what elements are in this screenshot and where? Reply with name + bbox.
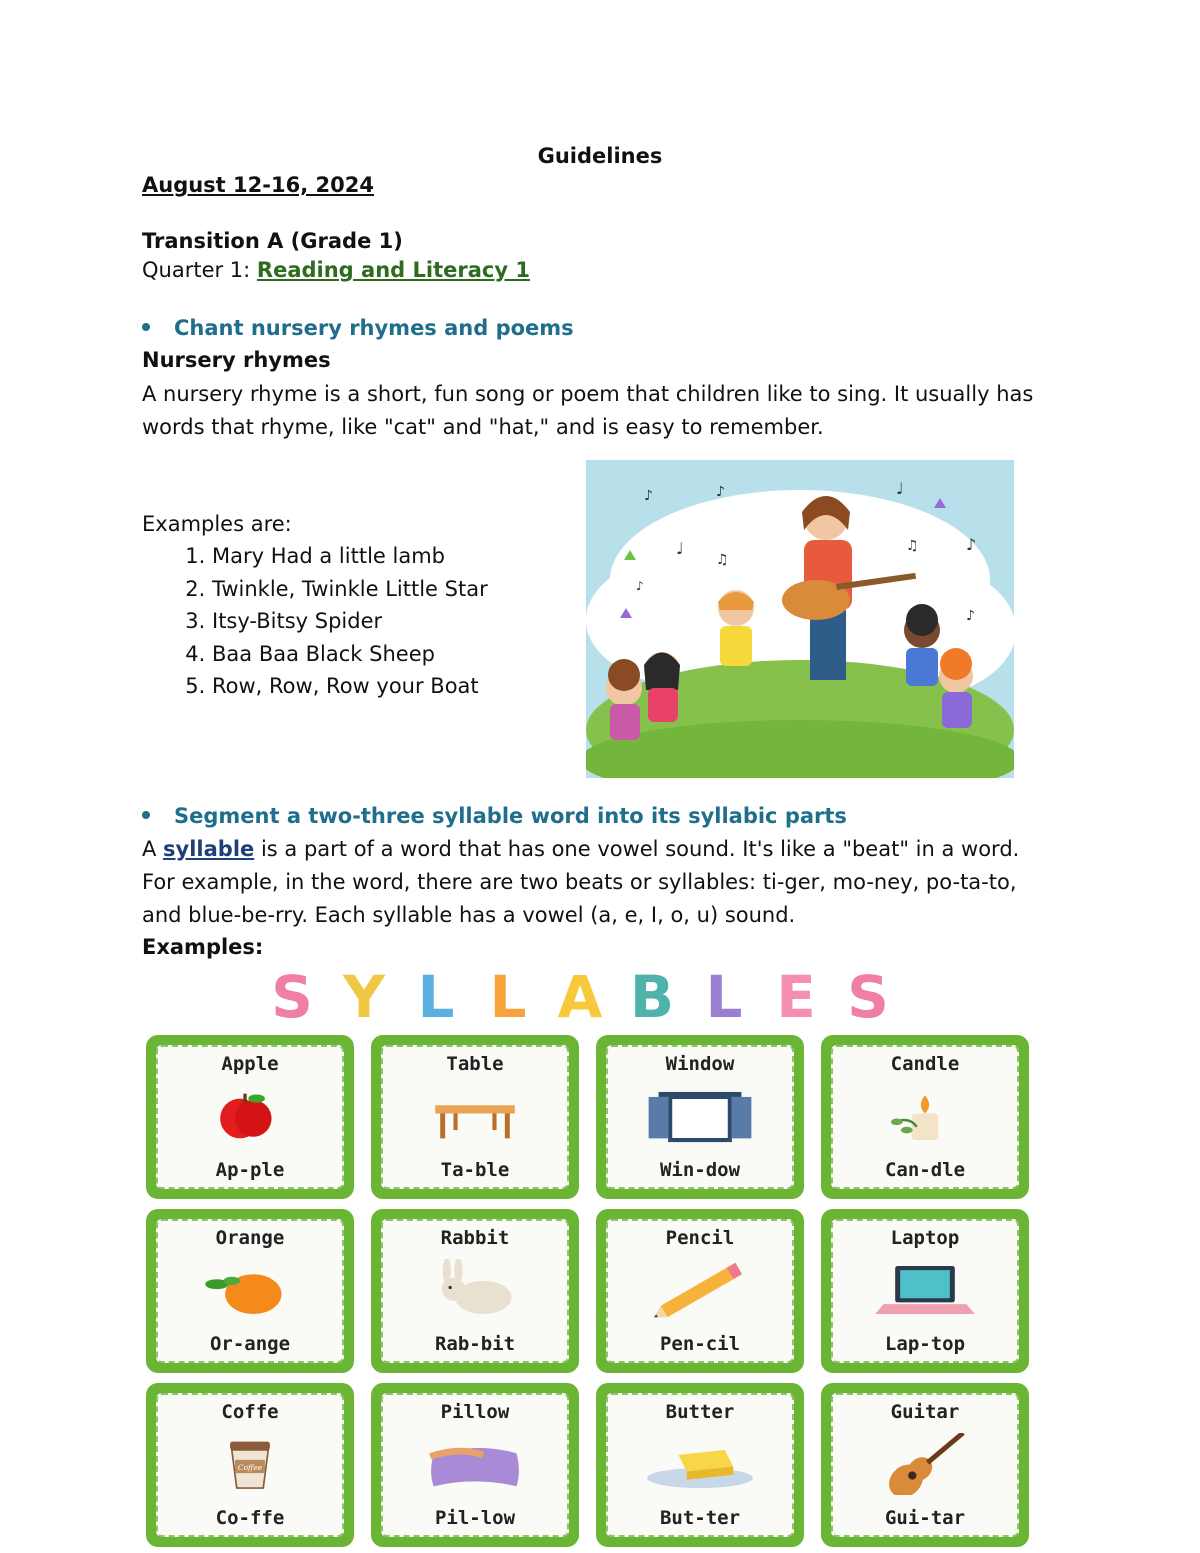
svg-text:♩: ♩ (896, 479, 904, 498)
card-inner (156, 1045, 344, 1189)
card-word: Candle (890, 1053, 960, 1075)
bullet-segment-syllables (142, 804, 847, 828)
poster-letter: B (629, 965, 675, 1025)
card-word: Orange (215, 1227, 285, 1249)
pillow-icon (417, 1433, 533, 1495)
nursery-rhymes-heading: Nursery rhymes (142, 348, 331, 372)
card-syllable-split: Can-dle (884, 1159, 966, 1181)
syllables-poster-title (262, 965, 902, 1025)
rabbit-icon (417, 1259, 533, 1321)
bullet-text: Chant nursery rhymes and poems (174, 316, 574, 340)
examples-heading: Examples: (142, 935, 264, 959)
nursery-rhyme-definition: A nursery rhyme is a short, fun song or poem that children like to sing. It usually has words that rhyme, like "cat" and "hat," and is easy to remember. (142, 382, 1034, 439)
card-syllable-split: Co-ffe (215, 1507, 285, 1529)
list-item: 3. Itsy-Bitsy Spider (212, 605, 488, 638)
pencil-icon (642, 1259, 758, 1321)
svg-text:♪: ♪ (716, 484, 725, 500)
card-word: Rabbit (440, 1227, 510, 1249)
svg-text:Coffee: Coffee (237, 1462, 263, 1472)
svg-text:♪: ♪ (636, 579, 644, 593)
card-word: Butter (665, 1401, 735, 1423)
card-inner (381, 1219, 569, 1363)
para-text: A (142, 837, 164, 861)
syllable-card (596, 1383, 804, 1547)
para-text: is a part of a word that has one vowel sound. It's like a "beat" in a word. For example, in the word, there are two beats or syllables: ti-ger, mo-ney, po-ta-to, and blue-be-rry. Each syllable has a vowel (a, e, I, o, u) sound. (142, 837, 1020, 927)
syllable-card (371, 1383, 579, 1547)
card-word: Pillow (440, 1401, 510, 1423)
syllable-card (146, 1209, 354, 1373)
page-title: Guidelines (537, 144, 663, 168)
card-word: Window (665, 1053, 735, 1075)
card-syllable-split: Rab-bit (434, 1333, 516, 1355)
quarter-line (142, 258, 530, 282)
svg-text:♪: ♪ (966, 535, 977, 554)
children-singing-illustration (586, 460, 1014, 778)
card-word: Laptop (890, 1227, 960, 1249)
card-inner (381, 1045, 569, 1189)
card-inner (606, 1045, 794, 1189)
grade-heading: Transition A (Grade 1) (142, 229, 403, 253)
card-inner (381, 1393, 569, 1537)
syllable-card (596, 1035, 804, 1199)
card-word: Guitar (890, 1401, 960, 1423)
card-syllable-split: Gui-tar (884, 1507, 966, 1529)
guitar-icon (867, 1433, 983, 1495)
card-inner (831, 1393, 1019, 1537)
syllable-card (146, 1383, 354, 1547)
window-icon (642, 1085, 758, 1147)
syllable-card (596, 1209, 804, 1373)
card-inner (606, 1393, 794, 1537)
card-word: Pencil (665, 1227, 735, 1249)
syllable-link[interactable]: syllable (163, 837, 255, 861)
quarter-prefix: Quarter 1: (142, 258, 257, 282)
poster-letter: S (847, 965, 889, 1025)
card-syllable-split: Ta-ble (440, 1159, 510, 1181)
poster-letter: L (417, 965, 455, 1025)
butter-icon (642, 1433, 758, 1495)
card-inner (606, 1219, 794, 1363)
svg-text:♫: ♫ (716, 552, 729, 568)
card-word: Coffe (221, 1401, 279, 1423)
bullet-chant-rhymes (142, 316, 574, 340)
syllable-card (371, 1035, 579, 1199)
syllable-definition (142, 833, 1052, 932)
card-inner (156, 1219, 344, 1363)
poster-letter: S (271, 965, 313, 1025)
poster-letter: E (776, 965, 816, 1025)
quarter-subject-link[interactable]: Reading and Literacy 1 (256, 258, 530, 282)
list-item: 2. Twinkle, Twinkle Little Star (212, 573, 488, 606)
laptop-icon (867, 1259, 983, 1321)
apple-icon (192, 1085, 308, 1147)
poster-letter: L (705, 965, 743, 1025)
card-syllable-split: Win-dow (659, 1159, 741, 1181)
rhyme-examples-list (142, 540, 488, 703)
card-syllable-split: Or-ange (209, 1333, 291, 1355)
poster-letter: A (557, 965, 603, 1025)
card-syllable-split: Pil-low (434, 1507, 516, 1529)
svg-text:♪: ♪ (966, 608, 975, 624)
bullet-dot (142, 811, 150, 819)
examples-label: Examples are: (142, 512, 292, 536)
bullet-dot (142, 323, 150, 331)
card-word: Table (446, 1053, 504, 1075)
card-inner (156, 1393, 344, 1537)
card-syllable-split: Pen-cil (659, 1333, 741, 1355)
card-syllable-split: Ap-ple (215, 1159, 285, 1181)
orange-icon (192, 1259, 308, 1321)
coffee-cup-icon (192, 1433, 308, 1495)
card-syllable-split: But-ter (659, 1507, 741, 1529)
syllable-card (371, 1209, 579, 1373)
syllable-card (821, 1383, 1029, 1547)
candle-icon (867, 1085, 983, 1147)
table-icon (417, 1085, 533, 1147)
syllable-card (821, 1035, 1029, 1199)
poster-letter: L (489, 965, 527, 1025)
card-inner (831, 1045, 1019, 1189)
list-item: 5. Row, Row, Row your Boat (212, 670, 488, 703)
poster-letter: Y (343, 965, 385, 1025)
card-inner (831, 1219, 1019, 1363)
svg-text:♩: ♩ (676, 539, 684, 558)
svg-text:♫: ♫ (906, 538, 919, 554)
syllable-card (146, 1035, 354, 1199)
list-item: 1. Mary Had a little lamb (212, 540, 488, 573)
card-word: Apple (221, 1053, 279, 1075)
list-item: 4. Baa Baa Black Sheep (212, 638, 488, 671)
syllable-card (821, 1209, 1029, 1373)
bullet-text: Segment a two-three syllable word into its syllabic parts (174, 804, 847, 828)
date-range: August 12-16, 2024 (142, 173, 374, 197)
card-syllable-split: Lap-top (884, 1333, 966, 1355)
svg-text:♪: ♪ (644, 488, 653, 504)
